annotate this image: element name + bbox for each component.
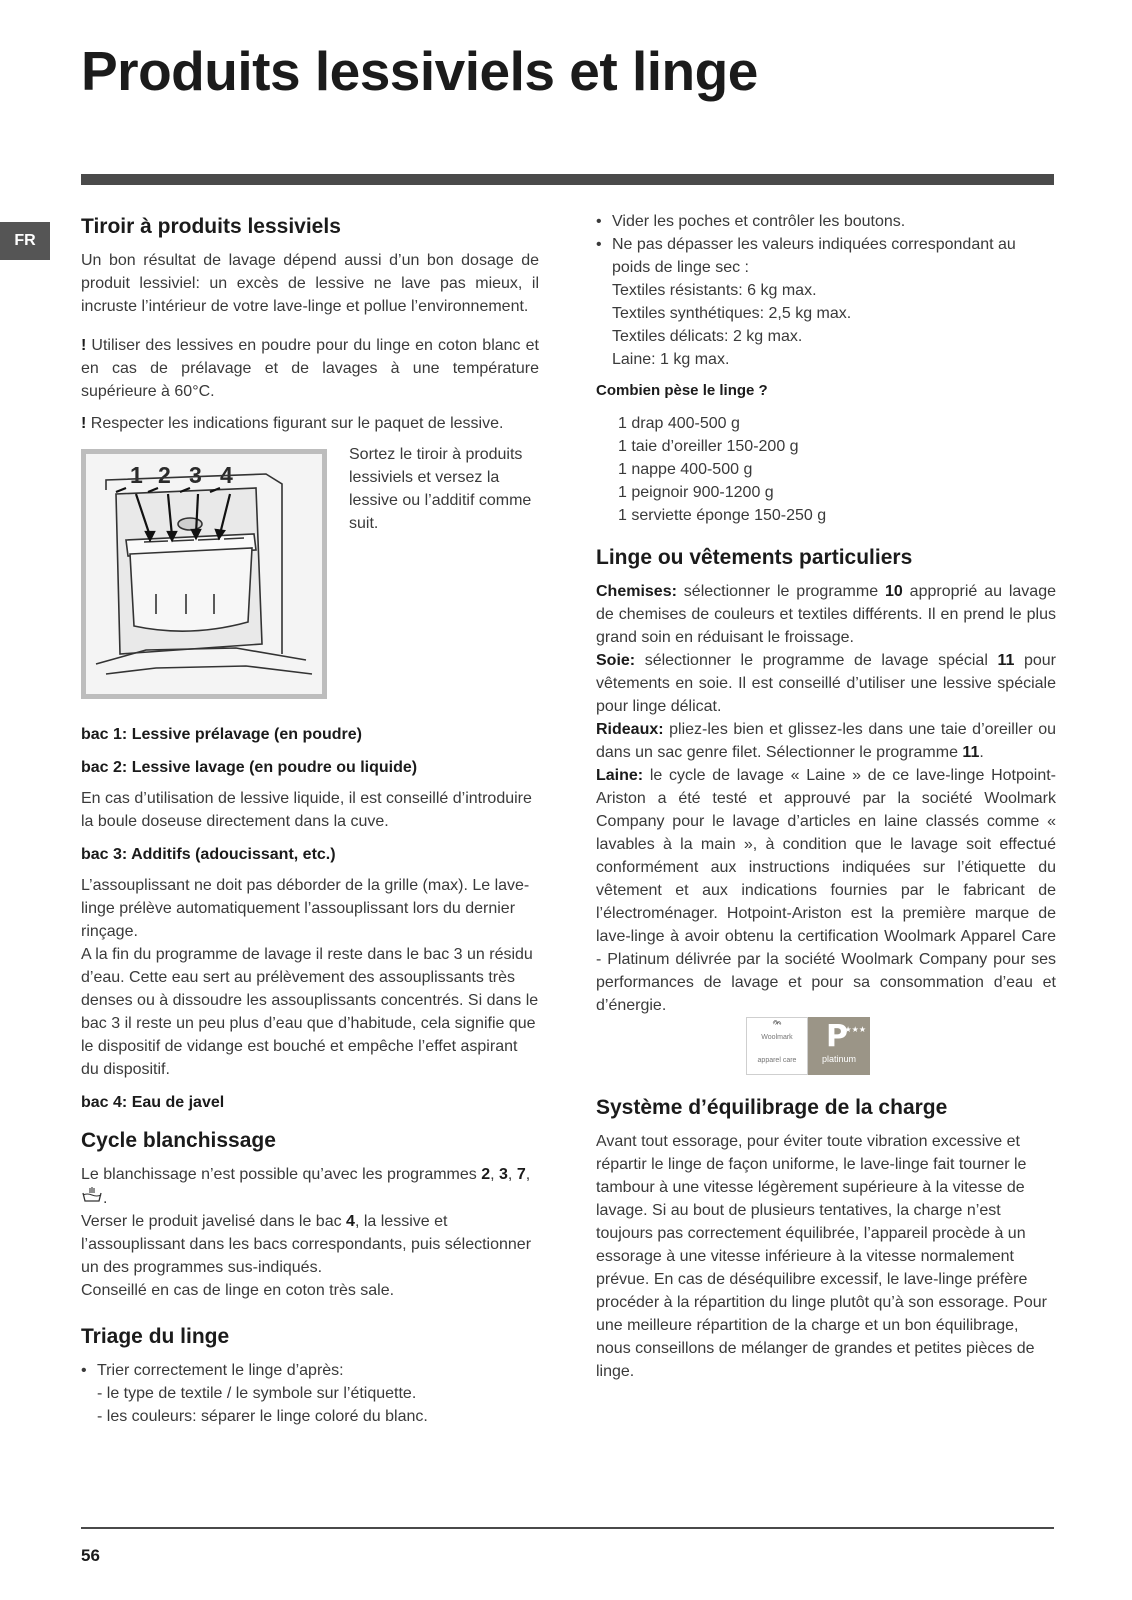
blanchissage-advice: Conseillé en cas de linge en coton très sale. [81,1282,395,1299]
platinum-letter: P [826,1019,848,1054]
rideaux-paragraph [596,718,1056,764]
section-heading-tiroir: Tiroir à produits lessiviels [81,215,341,238]
section-heading-equilibrage: Système d’équilibrage de la charge [596,1096,948,1119]
limit-item: Laine: 1 kg max. [612,351,730,368]
section-heading-triage: Triage du linge [81,1325,230,1348]
blanchissage-instructions [81,1210,539,1279]
compartment-number: 1 [130,462,143,488]
bac-3-heading: bac 3: Additifs (adoucissant, etc.) [81,846,336,863]
woolmark-logo [746,1017,808,1075]
left-column [81,214,539,1428]
bac-3-text-1: L’assouplissant ne doit pas déborder de la grille (max). Le lave-linge prélève automatiquement l’assouplissant lors du dernier rinçage. [81,877,530,940]
chemises-text: sélectionner le programme [676,583,885,600]
list-item: - les couleurs: séparer le linge coloré du blanc. [97,1408,428,1425]
limit-item: Textiles résistants: 6 kg max. [612,282,817,299]
soie-paragraph [596,649,1056,718]
platinum-stars: ★★★ [844,1025,866,1034]
separator: , [490,1166,500,1183]
warning-1-text: Utiliser des lessives en poudre pour du linge en coton blanc et en cas de prélavage et de lavages à une température supérieure à 60°C. [81,337,539,400]
laine-label: Laine: [596,767,644,784]
soie-text: sélectionner le programme de lavage spécial [635,652,998,669]
platinum-logo [808,1017,870,1075]
drawer-figure-row [81,446,539,699]
warning-2 [81,412,539,435]
weight-item: 1 drap 400-500 g [618,415,740,432]
blanchissage-text: , la lessive et l’assouplissant dans les bacs correspondants, puis sélectionner un des programmes sus-indiqués. [81,1213,532,1276]
page-title: Produits lessiviels et linge [81,40,758,102]
bac-2-heading: bac 2: Lessive lavage (en poudre ou liquide) [81,759,418,776]
bac-3-text-2: A la fin du programme de lavage il reste dans le bac 3 un résidu d’eau. Cette eau sert au prélèvement des assouplissants très denses ou à dissoudre les assouplissants concentrés. Si dans le bac 3 il reste un peu plus d’eau que d’habitude, cela signifie que le dispositif de vidange est bouché et empêche l’effet aspirant du dispositif. [81,946,539,1078]
warning-1 [81,334,539,403]
section-heading-blanchissage: Cycle blanchissage [81,1129,276,1152]
list-item: - le type de textile / le symbole sur l’étiquette. [97,1385,417,1402]
triage-list [81,1359,539,1428]
blanchissage-text: Verser le produit javelisé dans le bac [81,1213,347,1230]
language-tab: FR [0,222,50,260]
woolmark-line-1: Woolmark [761,1034,793,1041]
bac-4-heading: bac 4: Eau de javel [81,1094,225,1111]
program-number: 2 [481,1166,491,1183]
separator: , [507,1166,517,1183]
limit-item: Textiles délicats: 2 kg max. [612,328,803,345]
period: . [103,1190,108,1207]
rideaux-text: . [979,744,984,761]
soie-text: pour vêtements en soie. Il est conseillé d’utiliser une lessive spéciale pour linge délicat. [596,652,1056,715]
weights-heading: Combien pèse le linge ? [596,382,768,399]
equilibrage-text: Avant tout essorage, pour éviter toute vibration excessive et répartir le linge de façon uniforme, le lave-linge fait tourner le tambour à une vitesse légèrement supérieure à la vitesse de lavage. Si au bout de plusieurs tentatives, la charge n’est toujours pas correctement équilibrée, l’appareil procède à un essorage à une vitesse inférieure à la vitesse normalement prévue. En cas de déséquilibre excessif, le lave-linge préfère procéder à la répartition du linge plutôt qu’à son essorage. Pour une meilleure répartition de la charge et un bon équilibrage, nous conseillons de mélanger de grandes et petites pièces de linge. [596,1133,1047,1380]
compartment-number: 3 [189,462,202,488]
warning-mark: ! [81,415,87,432]
program-number: 11 [962,744,980,761]
weight-item: 1 serviette éponge 150-250 g [618,507,827,524]
tiroir-intro: Un bon résultat de lavage dépend aussi d’un bon dosage de produit lessiviel: un excès de lessive ne lave pas mieux, il incruste l’intérieur de votre lave-linge et pollue l’environnement. [81,252,539,315]
limit-item: Textiles synthétiques: 2,5 kg max. [612,305,852,322]
chemises-text: approprié au lavage de chemises de couleurs et textiles différents. Il en prend le plus grand soin en réduisant le froissage. [596,583,1056,646]
platinum-label: platinum [821,1054,857,1064]
weights-list [596,412,1056,527]
program-number: 3 [499,1166,508,1183]
warning-mark: ! [81,337,87,354]
woolmark-icon [762,1018,792,1026]
soie-label: Soie: [596,652,636,669]
list-item: • Ne pas dépasser les valeurs indiquées correspondant au poids de linge sec : [596,233,1056,279]
bac-2-text: En cas d’utilisation de lessive liquide, il est conseillé d’introduire la boule doseuse directement dans la cuve. [81,790,532,830]
weight-item: 1 nappe 400-500 g [618,461,753,478]
header-rule [81,174,1054,185]
list-item: • Vider les poches et contrôler les boutons. [596,210,1056,233]
drawer-drawing [86,454,322,694]
woolmark-line-2: apparel care [757,1057,797,1064]
compartment-number: 4 [220,462,233,488]
section-heading-particuliers: Linge ou vêtements particuliers [596,546,913,569]
chemises-paragraph [596,580,1056,649]
compartment-number: 2 [158,462,171,488]
program-number: 7 [516,1166,526,1183]
blanchissage-text: Le blanchissage n’est possible qu’avec les programmes [81,1166,482,1183]
program-number: 10 [885,583,903,600]
laine-text: le cycle de lavage « Laine » de ce lave-linge Hotpoint-Ariston a été testé et approuvé par la société Woolmark Company pour le lavage d’articles en laine classés comme « lavables à la main », à condition que le lavage soit effectué conformément aux instructions indiquées sur l’étiquette du vêtement et aux indications fournies par le fabricant de l’électroménager. Hotpoint-Ariston est la première marque de lave-linge à avoir obtenu la certification Woolmark Apparel Care - Platinum délivrée par la société Woolmark Company pour ses performances de lavage et pour sa consommation d’eau et d’énergie. [596,767,1056,1014]
prep-list [596,210,1056,371]
bac-number: 4 [346,1213,355,1230]
certification-logos [746,1017,1056,1075]
program-number: 11 [997,652,1015,669]
bac-1-heading: bac 1: Lessive prélavage (en poudre) [81,726,362,743]
detergent-drawer-illustration [81,449,327,699]
hand-wash-icon [81,1188,103,1207]
footer-rule [81,1527,1054,1529]
page-number: 56 [81,1546,100,1565]
weight-item: 1 taie d’oreiller 150-200 g [618,438,799,455]
weight-item: 1 peignoir 900-1200 g [618,484,774,501]
separator: , [525,1166,531,1183]
list-item: • Trier correctement le linge d’après: [81,1359,539,1382]
warning-2-text: Respecter les indications figurant sur le paquet de lessive. [86,415,504,432]
drawer-caption: Sortez le tiroir à produits lessiviels et versez la lessive ou l’additif comme suit. [349,446,532,532]
blanchissage-programs [81,1163,539,1210]
rideaux-text: pliez-les bien et glissez-les dans une taie d’oreiller ou dans un sac genre filet. Sélectionner le programme [596,721,1056,761]
rideaux-label: Rideaux: [596,721,664,738]
laine-paragraph [596,764,1056,1017]
right-column [596,210,1056,1383]
chemises-label: Chemises: [596,583,677,600]
